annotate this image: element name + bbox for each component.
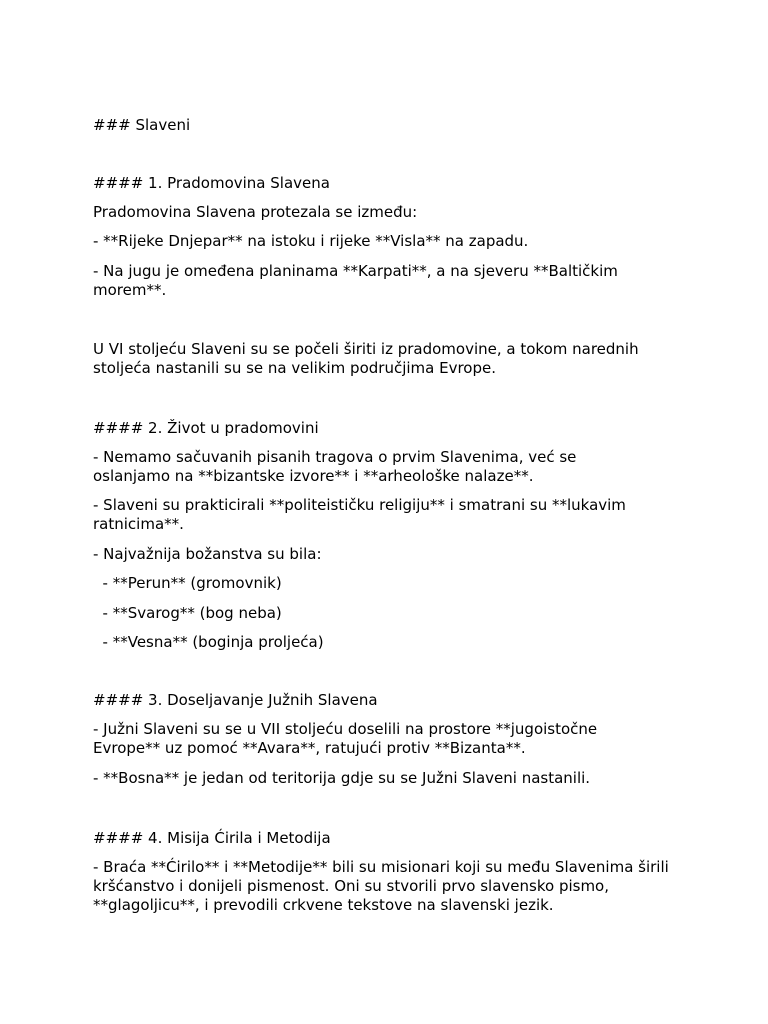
section-heading: #### 4. Misija Ćirila i Metodija <box>93 829 331 847</box>
list-item: - **Perun** (gromovnik) <box>93 574 282 592</box>
section-heading: #### 2. Život u pradomovini <box>93 419 319 437</box>
section-heading: #### 3. Doseljavanje Južnih Slavena <box>93 691 378 709</box>
list-item: - **Bosna** je jedan od teritorija gdje su se Južni Slaveni nastanili. <box>93 769 591 787</box>
list-item: - Nemamo sačuvanih pisanih tragova o prvim Slavenima, već se oslanjamo na **bizantske izvore** i **arheološke nalaze**. <box>93 448 582 485</box>
list-item: - Braća **Ćirilo** i **Metodije** bili su misionari koji su među Slavenima širili kršćanstvo i donijeli pismenost. Oni su stvorili prvo slavensko pismo, **glagoljicu**, i prevodili crkvene tekstove na slavenski jezik. <box>93 858 674 914</box>
list-item: - Južni Slaveni su se u VII stoljeću doselili na prostore **jugoistočne Evrope** uz pomoć **Avara**, ratujući protiv **Bizanta**. <box>93 720 602 757</box>
paragraph: U VI stoljeću Slaveni su se počeli širiti iz pradomovine, a tokom narednih stoljeća nastanili su se na velikim područjima Evrope. <box>93 340 644 377</box>
list-item: - Slaveni su prakticirali **politeističku religiju** i smatrani su **lukavim ratnicima**. <box>93 496 631 533</box>
list-item: - Najvažnija božanstva su bila: <box>93 545 322 563</box>
document-title: ### Slaveni <box>93 116 191 134</box>
list-item: - **Rijeke Dnjepar** na istoku i rijeke **Visla** na zapadu. <box>93 232 529 250</box>
section-heading: #### 1. Pradomovina Slavena <box>93 174 330 192</box>
paragraph: Pradomovina Slavena protezala se između: <box>93 203 418 221</box>
list-item: - Na jugu je omeđena planinama **Karpati**, a na sjeveru **Baltičkim morem**. <box>93 262 623 299</box>
list-item: - **Vesna** (boginja proljeća) <box>93 633 324 651</box>
list-item: - **Svarog** (bog neba) <box>93 604 282 622</box>
